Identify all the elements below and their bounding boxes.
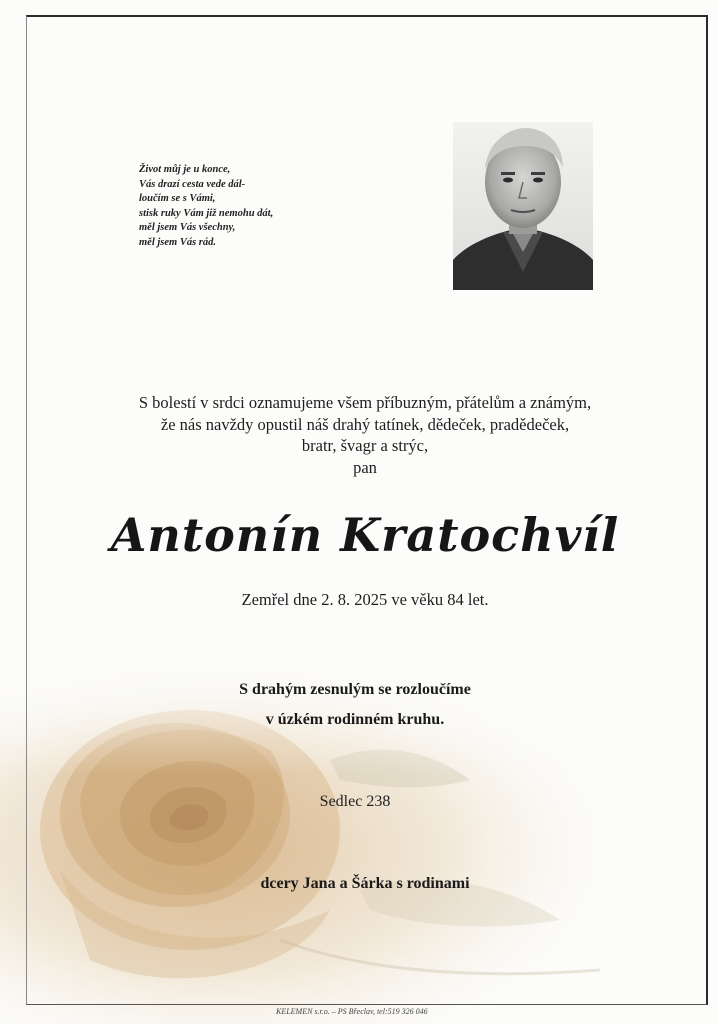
portrait-photo [453, 122, 593, 290]
farewell-text [60, 675, 650, 735]
poem-line: měl jsem Vás všechny, [139, 222, 236, 234]
announcement-line: že nás navždy opustil náš drahý tatínek, dědeček, pradědeček, [160, 414, 570, 434]
farewell-line: v úzkém rodinném kruhu. [265, 711, 445, 728]
poem-line: loučím se s Vámi, [139, 193, 216, 205]
address: Sedlec 238 [319, 793, 391, 810]
family-signature: dcery Jana a Šárka s rodinami [260, 875, 470, 892]
death-date-line: Zemřel dne 2. 8. 2025 ve věku 84 let. [241, 590, 489, 609]
farewell-line: S drahým zesnulým se rozloučíme [239, 681, 471, 698]
poem-line: měl jsem Vás rád. [139, 236, 217, 248]
poem-line: Život můj je u konce, [139, 164, 231, 175]
poem [139, 163, 359, 251]
printer-footer: KELEMEN s.r.o. – PS Břeclav, tel:519 326 046 [276, 1007, 428, 1016]
deceased-name: Antonín Kratochvíl [110, 508, 620, 562]
poem-line: stisk ruky Vám již nemohu dát, [139, 207, 274, 219]
announcement-text [60, 392, 670, 478]
announcement-line: S bolestí v srdci oznamujeme všem příbuzným, přátelům a známým, [138, 393, 592, 412]
portrait-image [453, 122, 593, 290]
announcement-line: pan [353, 457, 377, 477]
announcement-line: bratr, švagr a strýc, [301, 436, 429, 455]
poem-line: Vás drazí cesta vede dál- [139, 178, 246, 190]
